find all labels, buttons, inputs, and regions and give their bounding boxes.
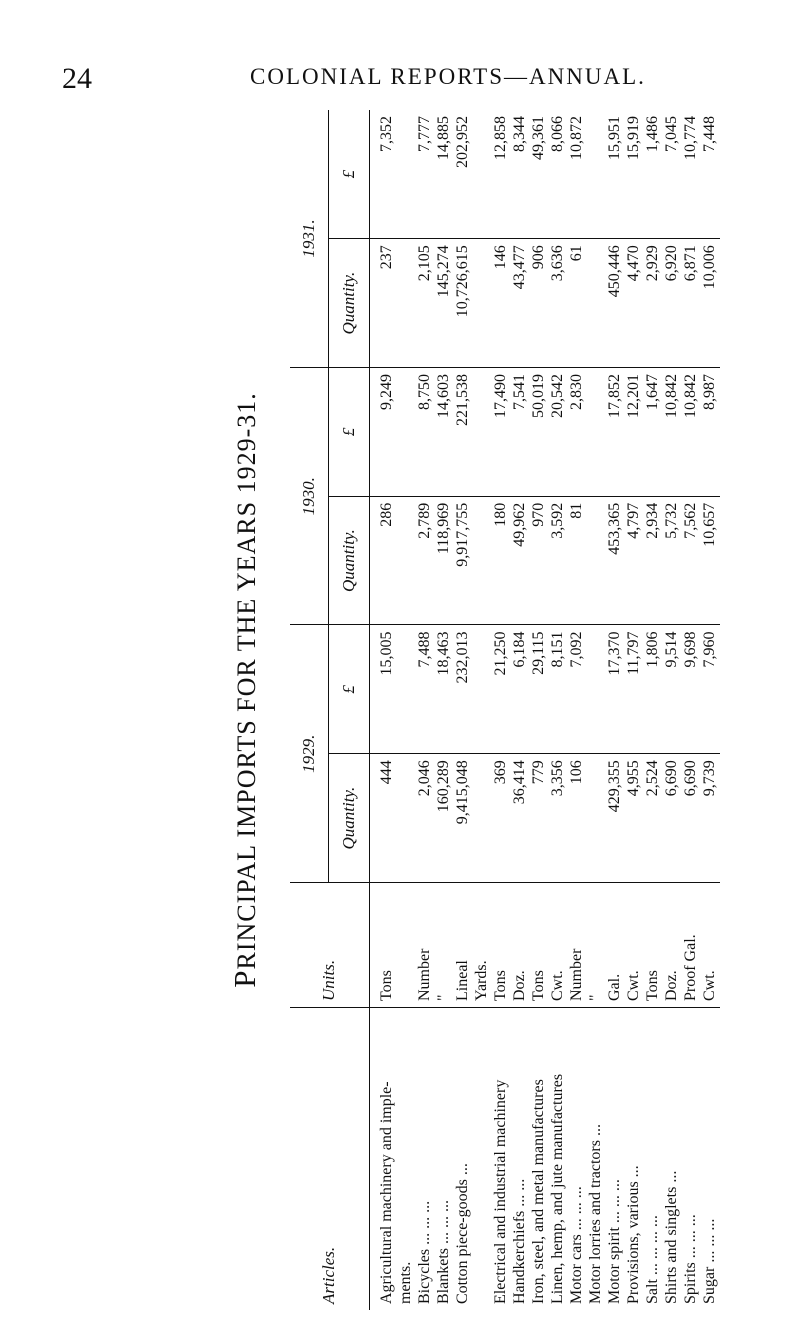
quantity-1929-cell: 6,690 [662, 760, 680, 797]
quantity-1930-cell: 7,562 [682, 496, 701, 625]
value-1931-cell: 14,885 [435, 110, 454, 239]
unit-cell: Cwt. [701, 883, 720, 1008]
table-row [473, 110, 492, 1310]
value-1929-cell: 21,250 [492, 625, 511, 754]
quantity-1931-cell: 3,636 [549, 239, 568, 368]
value-1930-cell: 14,603 [435, 368, 454, 497]
value-1929-cell: 17,370 [606, 625, 625, 754]
value-1931-cell: 10,774 [682, 110, 701, 239]
value-1930-cell: 221,538 [454, 368, 473, 497]
value-1930-cell: 2,830 [568, 368, 587, 497]
quantity-1929-cell: 160,289 [435, 760, 453, 813]
value-1931-cell [473, 110, 492, 239]
unit-cell: Lineal [454, 883, 473, 1008]
table-title-rest: RINCIPAL IMPORTS FOR THE YEARS 1929-31. [232, 392, 261, 970]
quantity-1929-cell: 779 [530, 760, 547, 785]
table-row [397, 110, 416, 1310]
unit-cell: Number [568, 883, 587, 1008]
quantity-1931-cell: 146 [492, 239, 511, 368]
year-1929-header: 1929. [290, 625, 329, 883]
value-1929-cell: 7,488 [416, 625, 435, 754]
table-row [587, 110, 606, 1310]
value-1929-cell [473, 625, 492, 754]
quantity-1930-cell: 5,732 [663, 496, 682, 625]
quantity-1931-cell: 61 [568, 239, 587, 368]
table-row [606, 110, 625, 1310]
value-1929-cell: 1,806 [644, 625, 663, 754]
quantity-1931-cell [587, 239, 606, 368]
value-1930-cell: 17,490 [492, 368, 511, 497]
value-1929-cell [397, 625, 416, 754]
quantity-1929-cell: 429,355 [605, 760, 623, 813]
table-row [370, 110, 398, 1310]
article-cell: Iron, steel, and metal manufactures [530, 1008, 549, 1311]
value-1929-cell: 232,013 [454, 625, 473, 754]
quantity-1929-cell: 2,046 [416, 760, 434, 797]
quantity-1931-cell: 43,477 [511, 239, 530, 368]
quantity-1929-cell [473, 754, 492, 883]
value-1929-cell: 7,960 [701, 625, 720, 754]
article-cell: Provisions, various ... [625, 1008, 644, 1311]
value-1929-cell: 8,151 [549, 625, 568, 754]
value-1931-cell: 15,951 [606, 110, 625, 239]
table-row [663, 110, 682, 1310]
value-1931-cell [587, 110, 606, 239]
quantity-1930-cell: 3,592 [549, 496, 568, 625]
value-1929-cell: 18,463 [435, 625, 454, 754]
value-1930-cell: 8,987 [701, 368, 720, 497]
article-cell: Agricultural machinery and imple- [370, 1008, 398, 1311]
article-cell: Handkerchiefs ... ... [511, 1008, 530, 1311]
quantity-1930-cell: 49,962 [511, 496, 530, 625]
value-1930-cell: 10,842 [663, 368, 682, 497]
table-row [701, 110, 720, 1310]
quantity-1930-cell: 4,797 [625, 496, 644, 625]
table-row [625, 110, 644, 1310]
quantity-1929-cell [587, 754, 606, 883]
quantity-1931-header: Quantity. [329, 239, 370, 368]
quantity-1930-cell: 970 [530, 496, 549, 625]
value-1931-header: £ [329, 110, 370, 239]
quantity-1930-cell: 118,969 [435, 496, 454, 625]
quantity-1929-cell: 444 [378, 760, 395, 785]
article-cell: Electrical and industrial machinery [492, 1008, 511, 1311]
quantity-1930-cell: 453,365 [606, 496, 625, 625]
quantity-1931-cell: 6,920 [663, 239, 682, 368]
unit-cell: Doz. [663, 883, 682, 1008]
quantity-1929-cell: 3,356 [548, 760, 566, 797]
table-row [435, 110, 454, 1310]
value-1931-cell: 7,777 [416, 110, 435, 239]
articles-header: Articles. [290, 1008, 370, 1311]
value-1930-cell: 20,542 [549, 368, 568, 497]
quantity-1930-cell: 9,917,755 [454, 496, 473, 625]
unit-cell: Yards. [473, 883, 492, 1008]
quantity-1931-cell: 6,871 [682, 239, 701, 368]
article-cell: ments. [397, 1008, 416, 1311]
table-row [511, 110, 530, 1310]
value-1931-cell: 15,919 [625, 110, 644, 239]
value-1931-cell: 12,858 [492, 110, 511, 239]
quantity-1930-cell: 10,657 [701, 496, 720, 625]
value-1931-cell: 8,066 [549, 110, 568, 239]
quantity-1930-cell [397, 496, 416, 625]
year-1930-header: 1930. [290, 368, 329, 626]
value-1931-cell: 1,486 [644, 110, 663, 239]
quantity-1929-cell: 4,955 [624, 760, 642, 797]
quantity-1930-cell: 2,934 [644, 496, 663, 625]
value-1929-cell: 9,698 [682, 625, 701, 754]
table-row [682, 110, 701, 1310]
article-cell: Motor cars ... ... ... [568, 1008, 587, 1311]
table-row [454, 110, 473, 1310]
quantity-1929-cell: 9,739 [700, 760, 718, 797]
value-1930-cell: 17,852 [606, 368, 625, 497]
quantity-1929-cell: 106 [567, 760, 585, 785]
article-cell: Bicycles ... ... ... [416, 1008, 435, 1311]
value-1929-cell: 6,184 [511, 625, 530, 754]
unit-cell: Tons [530, 883, 549, 1008]
value-1930-cell: 9,249 [370, 368, 398, 497]
unit-cell: Doz. [511, 883, 530, 1008]
quantity-1930-cell [587, 496, 606, 625]
unit-cell: Cwt. [549, 883, 568, 1008]
table-row [492, 110, 511, 1310]
quantity-1929-cell: 9,415,048 [454, 760, 472, 825]
article-cell: Motor spirit ... ... ... [606, 1008, 625, 1311]
value-1929-cell [587, 625, 606, 754]
value-1930-cell: 8,750 [416, 368, 435, 497]
unit-cell: Tons [644, 883, 663, 1008]
running-head: COLONIAL REPORTS—ANNUAL. [250, 64, 646, 89]
article-cell: Cotton piece-goods ... [454, 1008, 473, 1311]
value-1930-cell [587, 368, 606, 497]
value-1929-cell: 9,514 [663, 625, 682, 754]
page-number: 24 [62, 62, 92, 95]
value-1930-header: £ [329, 368, 370, 497]
unit-cell: Proof Gal. [682, 883, 701, 1008]
value-1931-cell: 8,344 [511, 110, 530, 239]
value-1929-cell: 29,115 [530, 625, 549, 754]
unit-cell: Gal. [606, 883, 625, 1008]
imports-table [290, 110, 720, 1310]
table-row [644, 110, 663, 1310]
table-frame [290, 110, 720, 1310]
quantity-1931-cell: 10,006 [701, 239, 720, 368]
value-1929-cell: 7,092 [568, 625, 587, 754]
value-1930-cell: 10,842 [682, 368, 701, 497]
unit-cell: Number [416, 883, 435, 1008]
quantity-1931-cell: 4,470 [625, 239, 644, 368]
article-cell: Blankets ... ... ... [435, 1008, 454, 1311]
quantity-1931-cell: 450,446 [606, 239, 625, 368]
table-row [530, 110, 549, 1310]
table-title [227, 340, 262, 1040]
quantity-1929-header: Quantity. [329, 754, 370, 883]
value-1931-cell: 49,361 [530, 110, 549, 239]
table-title-initial: P [227, 969, 262, 988]
quantity-1930-cell [473, 496, 492, 625]
unit-cell: Tons [370, 883, 398, 1008]
quantity-1930-cell: 2,789 [416, 496, 435, 625]
article-cell: Shirts and singlets ... [663, 1008, 682, 1311]
quantity-1929-cell: 369 [492, 760, 510, 785]
table-row [549, 110, 568, 1310]
article-cell: Salt ... ... ... ... [644, 1008, 663, 1311]
quantity-1931-cell: 906 [530, 239, 549, 368]
table-body [370, 110, 721, 1310]
quantity-1930-header: Quantity. [329, 496, 370, 625]
unit-cell: Cwt. [625, 883, 644, 1008]
units-header: Units. [290, 883, 370, 1008]
article-cell: Spirits ... ... ... [682, 1008, 701, 1311]
quantity-1929-cell: 2,524 [643, 760, 661, 797]
table-row [568, 110, 587, 1310]
quantity-1931-cell: 2,105 [416, 239, 435, 368]
value-1931-cell: 7,352 [370, 110, 398, 239]
quantity-1929-cell: 6,690 [681, 760, 699, 797]
value-1931-cell: 202,952 [454, 110, 473, 239]
quantity-1929-cell: 36,414 [511, 760, 529, 805]
value-1930-cell: 50,019 [530, 368, 549, 497]
article-cell [473, 1008, 492, 1311]
unit-cell [397, 883, 416, 1008]
quantity-1931-cell: 10,726,615 [454, 239, 473, 368]
quantity-1930-cell: 81 [568, 496, 587, 625]
value-1929-cell: 11,797 [625, 625, 644, 754]
quantity-1931-cell: 2,929 [644, 239, 663, 368]
quantity-1931-cell [397, 239, 416, 368]
value-1931-cell [397, 110, 416, 239]
value-1929-header: £ [329, 625, 370, 754]
value-1930-cell [397, 368, 416, 497]
value-1930-cell: 1,647 [644, 368, 663, 497]
rotated-table-area [290, 110, 720, 1310]
value-1930-cell [473, 368, 492, 497]
article-cell: Motor lorries and tractors ... [587, 1008, 606, 1311]
value-1929-cell: 15,005 [370, 625, 398, 754]
article-cell: Sugar ... ... ... [701, 1008, 720, 1311]
table-row [416, 110, 435, 1310]
value-1931-cell: 10,872 [568, 110, 587, 239]
unit-cell: " [435, 883, 454, 1008]
quantity-1931-cell: 237 [370, 239, 398, 368]
unit-cell: " [587, 883, 606, 1008]
year-1931-header: 1931. [290, 110, 329, 368]
article-cell: Linen, hemp, and jute manufactures [549, 1008, 568, 1311]
value-1930-cell: 12,201 [625, 368, 644, 497]
header-row-years [290, 110, 329, 1310]
quantity-1930-cell: 286 [370, 496, 398, 625]
value-1931-cell: 7,045 [663, 110, 682, 239]
value-1931-cell: 7,448 [701, 110, 720, 239]
quantity-1930-cell: 180 [492, 496, 511, 625]
quantity-1931-cell [473, 239, 492, 368]
quantity-1931-cell: 145,274 [435, 239, 454, 368]
unit-cell: Tons [492, 883, 511, 1008]
value-1930-cell: 7,541 [511, 368, 530, 497]
quantity-1929-cell [397, 754, 416, 883]
